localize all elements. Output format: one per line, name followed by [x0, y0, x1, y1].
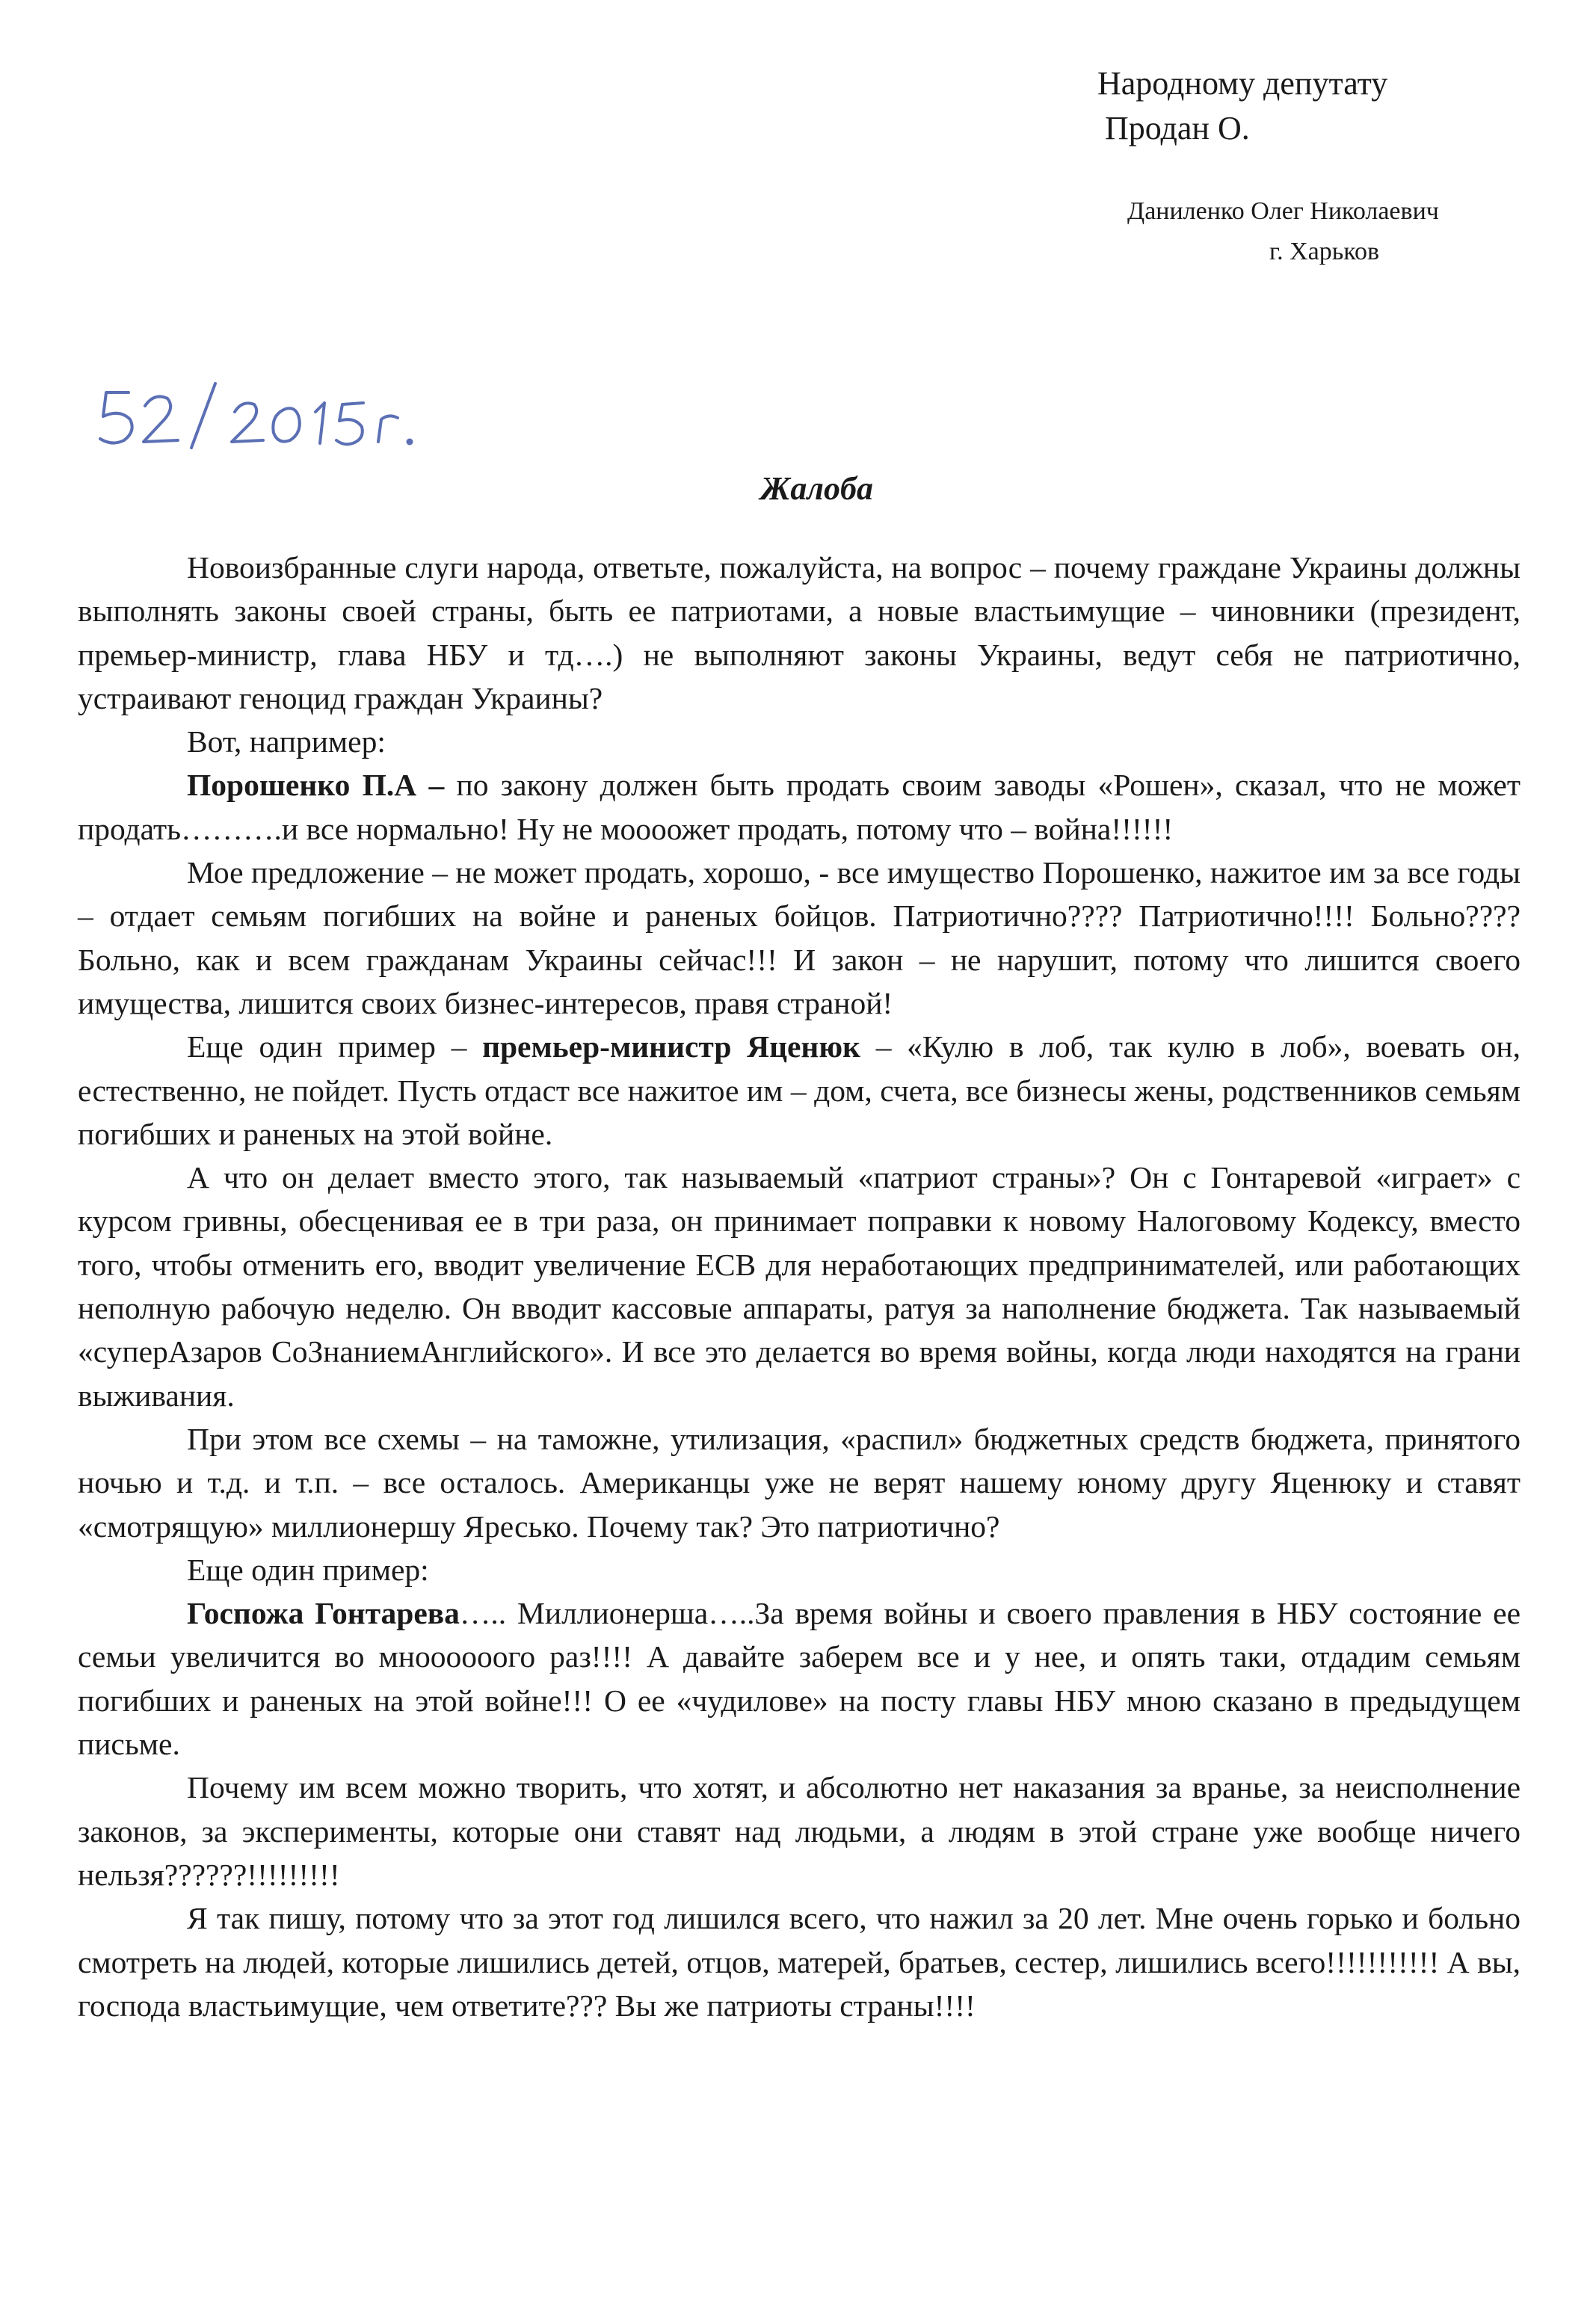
paragraph: Порошенко П.А – по закону должен быть продать своим заводы «Рошен», сказал, что не может продать……….и все нормально! Ну не моооожет продать, потому что – война!!!!!! [78, 768, 1520, 846]
sender-city: г. Харьков [1269, 238, 1380, 265]
sender-block [1127, 191, 1439, 272]
addressee-block [1097, 61, 1387, 151]
paragraph: Мое предложение – не может продать, хорошо, - все имущество Порошенко, нажитое им за все годы – отдает семьям погибших на войне и раненых бойцов. Патриотично???? Патриотично!!!! Больно???? Больно, как и всем гражданам Украины сейчас!!! И закон – не нарушит, потому что лишится своего имущества, лишится своих бизнес-интересов, правя страной! [78, 855, 1520, 1020]
paragraph: Госпожа Гонтарева….. Миллионерша…..За время войны и своего правления в НБУ состояние ее семьи увеличится во мноооооого раз!!!! А давайте заберем все и у нее, и опять таки, отдадим семьям погибших и раненых на этой войне!!! О ее «чудилове» на посту главы НБУ мною сказано в предыдущем письме. [78, 1596, 1520, 1762]
paragraph: Новоизбранные слуги народа, ответьте, пожалуйста, на вопрос – почему граждане Украины должны выполнять законы своей страны, быть ее патриотами, а новые властьимущие – чиновники (президент, премьер-министр, глава НБУ и тд….) не выполняют законы Украины, ведут себя не патриотично, устраивают геноцид граждан Украины? [78, 550, 1520, 715]
paragraph: При этом все схемы – на таможне, утилизация, «распил» бюджетных средств бюджета, принятого ночью и т.д. и т.п. – все осталось. Американцы уже не верят нашему юному другу Яценюку и ставят «смотрящую» миллионершу Яресько. Почему так? Это патриотично? [78, 1421, 1520, 1544]
emphasis-name: премьер-министр Яценюк [482, 1029, 860, 1064]
document-title: Жалоба [760, 470, 873, 507]
paragraph: Я так пишу, потому что за этот год лишился всего, что нажил за 20 лет. Мне очень горько и больно смотреть на людей, которые лишились детей, отцов, матерей, братьев, сестер, лишились всего!!!!!!!!!!! А вы, господа властьимущие, чем ответите??? Вы же патриоты страны!!!! [78, 1901, 1520, 2023]
paragraph: Вот, например: [187, 724, 386, 759]
handwritten-registration-mark [90, 370, 478, 460]
paragraph: Еще один пример – премьер-министр Яценюк – «Кулю в лоб, так кулю в лоб», воевать он, естественно, не пойдет. Пусть отдаст все нажитое им – дом, счета, все бизнесы жены, родственников семьям погибших и раненых на этой войне. [78, 1029, 1520, 1151]
emphasis-name: Госпожа Гонтарева [187, 1596, 460, 1631]
addressee-name: Продан О. [1105, 110, 1250, 147]
paragraph: Еще один пример: [187, 1552, 429, 1587]
addressee-title: Народному депутату [1097, 65, 1388, 102]
letter-body [78, 546, 1520, 2027]
sender-name: Даниленко Олег Николаевич [1127, 197, 1439, 225]
emphasis-name: Порошенко П.А – [187, 768, 445, 803]
paragraph: А что он делает вместо этого, так называемый «патриот страны»? Он с Гонтаревой «играет» с курсом гривны, обесценивая ее в три раза, он принимает поправки к новому Налоговому Кодексу, вместо того, чтобы отменить его, вводит увеличение ЕСВ для неработающих предпринимателей, или работающих неполную рабочую неделю. Он вводит кассовые аппараты, ратуя за наполнение бюджета. Так называемый «суперАзаров СоЗнаниемАнглийского». И все это делается во время войны, когда люди находятся на грани выживания. [78, 1160, 1520, 1413]
paragraph: Почему им всем можно творить, что хотят, и абсолютно нет наказания за вранье, за неисполнение законов, за эксперименты, которые они ставят над людьми, а людям в этой стране уже вообще ничего нельзя??????!!!!!!!!! [78, 1770, 1520, 1892]
